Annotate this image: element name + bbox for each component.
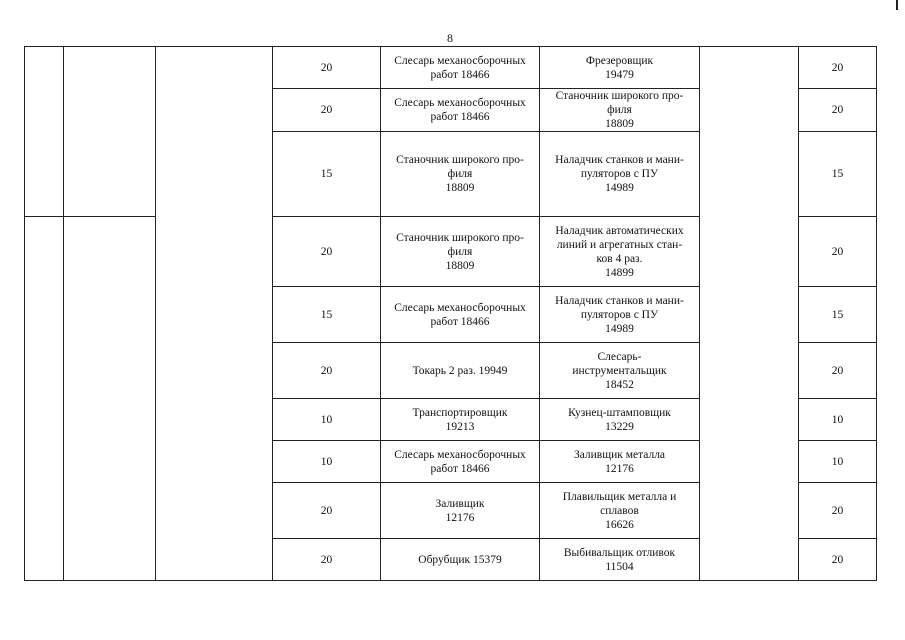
- new-profession-cell-text: Наладчик станков и мани- пуляторов с ПУ 14989: [555, 154, 684, 194]
- blank-cell-3: [156, 132, 273, 217]
- current-profession-cell-text: Слесарь механосборочных работ 18466: [394, 448, 526, 475]
- blank-cell-7: [700, 217, 799, 287]
- table-row: [25, 483, 877, 539]
- new-profession-cell-text: Станочник широкого про- филя 18809: [555, 90, 684, 130]
- quantity-total-cell: [799, 47, 877, 89]
- blank-cell-1: [25, 287, 64, 343]
- current-profession-cell-text: Станочник широкого про- филя 18809: [396, 154, 524, 194]
- new-profession-cell-text: Кузнец-штамповщик 13229: [568, 406, 671, 433]
- blank-cell-3: [156, 89, 273, 132]
- blank-cell-7: [700, 399, 799, 441]
- blank-cell-1: [25, 343, 64, 399]
- quantity-cell: [273, 89, 381, 132]
- blank-cell-7: [700, 343, 799, 399]
- current-profession-cell-text: Слесарь механосборочных работ 18466: [394, 97, 526, 123]
- quantity-cell-text: 20: [320, 504, 333, 517]
- quantity-cell: [273, 343, 381, 399]
- quantity-cell: [273, 483, 381, 539]
- blank-cell-3: [156, 399, 273, 441]
- table-row: [25, 132, 877, 217]
- blank-cell-7: [700, 132, 799, 217]
- new-profession-cell: [540, 343, 700, 399]
- blank-cell-1: [25, 441, 64, 483]
- current-profession-cell: [381, 287, 540, 343]
- quantity-total-cell: [799, 217, 877, 287]
- quantity-total-cell: [799, 441, 877, 483]
- quantity-cell: [273, 132, 381, 217]
- quantity-total-cell: [799, 287, 877, 343]
- blank-cell-2: [64, 287, 156, 343]
- current-profession-cell: [381, 441, 540, 483]
- quantity-total-cell: [799, 539, 877, 581]
- blank-cell-3: [156, 217, 273, 287]
- quantity-cell-text: 20: [320, 553, 333, 566]
- blank-cell-1: [25, 89, 64, 132]
- new-profession-cell-text: Слесарь- инструментальщик 18452: [572, 350, 667, 391]
- quantity-cell-text: 10: [320, 413, 333, 426]
- blank-cell-7: [700, 89, 799, 132]
- current-profession-cell-text: Слесарь механосборочных работ 18466: [394, 54, 526, 81]
- table-row: [25, 47, 877, 89]
- quantity-total-cell-text: 20: [831, 364, 844, 377]
- quantity-cell: [273, 47, 381, 89]
- blank-cell-1: [25, 132, 64, 217]
- table-row: [25, 343, 877, 399]
- quantity-total-cell: [799, 483, 877, 539]
- quantity-cell-text: 10: [320, 455, 333, 468]
- blank-cell-3: [156, 539, 273, 581]
- current-profession-cell-text: Станочник широкого про- филя 18809: [396, 231, 524, 272]
- new-profession-cell: [540, 483, 700, 539]
- new-profession-cell: [540, 539, 700, 581]
- current-profession-cell-text: Транспортировщик 19213: [412, 406, 508, 433]
- quantity-cell-text: 20: [320, 245, 333, 258]
- staffing-transfer-table: [24, 46, 877, 581]
- quantity-total-cell-text: 20: [831, 61, 844, 74]
- quantity-cell: [273, 539, 381, 581]
- new-profession-cell-text: Фрезеровщик 19479: [585, 54, 654, 81]
- quantity-cell: [273, 441, 381, 483]
- blank-cell-2: [64, 132, 156, 217]
- quantity-cell: [273, 287, 381, 343]
- quantity-total-cell-text: 20: [831, 245, 844, 258]
- blank-cell-2: [64, 343, 156, 399]
- current-profession-cell: [381, 89, 540, 132]
- blank-cell-7: [700, 287, 799, 343]
- quantity-cell: [273, 399, 381, 441]
- current-profession-cell: [381, 132, 540, 217]
- new-profession-cell: [540, 132, 700, 217]
- quantity-cell-text: 20: [320, 364, 333, 377]
- blank-cell-2: [64, 399, 156, 441]
- blank-cell-2: [64, 47, 156, 89]
- new-profession-cell-text: Заливщик металла 12176: [573, 448, 666, 475]
- blank-cell-7: [700, 483, 799, 539]
- page-number: 8: [447, 31, 453, 45]
- blank-cell-1: [25, 47, 64, 89]
- quantity-cell-text: 20: [320, 61, 333, 74]
- current-profession-cell: [381, 539, 540, 581]
- scan-mark: [896, 0, 898, 10]
- new-profession-cell-text: Выбивальщик отливок 11504: [563, 546, 676, 573]
- current-profession-cell-text: Слесарь механосборочных работ 18466: [394, 301, 526, 328]
- current-profession-cell-text: Обрубщик 15379: [418, 553, 502, 566]
- new-profession-cell: [540, 287, 700, 343]
- table-row: [25, 217, 877, 287]
- new-profession-cell: [540, 217, 700, 287]
- new-profession-cell: [540, 441, 700, 483]
- new-profession-cell: [540, 89, 700, 132]
- current-profession-cell: [381, 399, 540, 441]
- quantity-total-cell-text: 10: [831, 413, 844, 426]
- current-profession-cell: [381, 343, 540, 399]
- blank-cell-2: [64, 483, 156, 539]
- current-profession-cell: [381, 483, 540, 539]
- quantity-total-cell-text: 15: [831, 168, 844, 180]
- quantity-cell: [273, 217, 381, 287]
- quantity-cell-text: 15: [320, 168, 333, 180]
- blank-cell-1: [25, 399, 64, 441]
- blank-cell-7: [700, 47, 799, 89]
- quantity-total-cell-text: 20: [831, 553, 844, 566]
- quantity-total-cell: [799, 89, 877, 132]
- blank-cell-3: [156, 343, 273, 399]
- new-profession-cell-text: Плавильщик металла и сплавов 16626: [562, 490, 677, 531]
- table-row: [25, 441, 877, 483]
- current-profession-cell-text: Заливщик 12176: [435, 497, 485, 524]
- current-profession-cell: [381, 47, 540, 89]
- blank-cell-3: [156, 441, 273, 483]
- new-profession-cell-text: Наладчик автоматических линий и агрегатных стан- ков 4 раз. 14899: [555, 224, 684, 279]
- blank-cell-1: [25, 483, 64, 539]
- quantity-cell-text: 15: [320, 308, 333, 321]
- table-row: [25, 539, 877, 581]
- table-row: [25, 287, 877, 343]
- blank-cell-2: [64, 441, 156, 483]
- quantity-total-cell-text: 20: [831, 104, 844, 116]
- quantity-total-cell: [799, 399, 877, 441]
- quantity-cell-text: 20: [320, 104, 333, 116]
- quantity-total-cell-text: 15: [831, 308, 844, 321]
- current-profession-cell: [381, 217, 540, 287]
- new-profession-cell: [540, 399, 700, 441]
- blank-cell-2: [64, 217, 156, 287]
- current-profession-cell-text: Токарь 2 раз. 19949: [412, 364, 508, 377]
- blank-cell-7: [700, 441, 799, 483]
- blank-cell-7: [700, 539, 799, 581]
- blank-cell-3: [156, 483, 273, 539]
- quantity-total-cell-text: 20: [831, 504, 844, 517]
- quantity-total-cell: [799, 343, 877, 399]
- blank-cell-1: [25, 217, 64, 287]
- new-profession-cell-text: Наладчик станков и мани- пуляторов с ПУ 14989: [555, 294, 684, 335]
- blank-cell-2: [64, 89, 156, 132]
- blank-cell-1: [25, 539, 64, 581]
- table-row: [25, 399, 877, 441]
- new-profession-cell: [540, 47, 700, 89]
- quantity-total-cell-text: 10: [831, 455, 844, 468]
- table-row: [25, 89, 877, 132]
- quantity-total-cell: [799, 132, 877, 217]
- blank-cell-2: [64, 539, 156, 581]
- blank-cell-3: [156, 47, 273, 89]
- blank-cell-3: [156, 287, 273, 343]
